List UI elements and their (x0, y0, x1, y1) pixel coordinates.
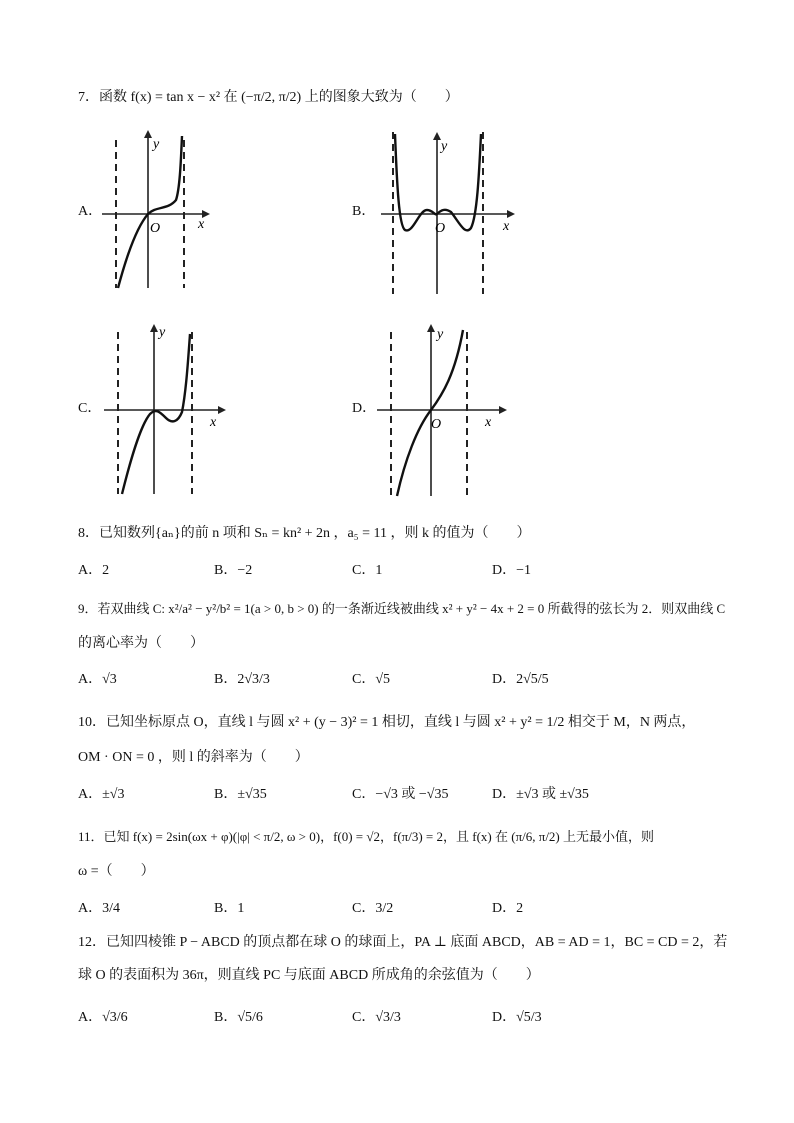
q9-stem-line2: 的离心率为（ ） (78, 636, 204, 651)
q11-option-d: D．2 (492, 901, 524, 916)
graph-c (98, 322, 238, 497)
q9-option-c: C．√5 (352, 672, 391, 687)
q11-option-c: C．3/2 (352, 901, 394, 916)
graph-b-y-label: y (441, 139, 448, 154)
q8-option-a: A．2 (78, 563, 110, 578)
graph-a-origin: O (150, 221, 161, 236)
q7-stem: 7．函数 f(x) = tan x − x² 在 (−π/2, π/2) 上的图象大致为（ ） (78, 90, 459, 105)
q11-stem-line1: 11．已知 f(x) = 2sin(ωx + φ)(|φ| < π/2, ω > 0)，f(0) = √2，f(π/3) = 2，且 f(x) 在 (π/6, π/2) 上无最小值，则 (78, 829, 655, 844)
q9-stem-line1: 9．若双曲线 C: x²/a² − y²/b² = 1(a > 0, b > 0) 的一条渐近线被曲线 x² + y² − 4x + 2 = 0 所截得的弦长为 2．则双曲线 C (78, 601, 726, 616)
graph-d-y-label: y (437, 327, 444, 342)
q12-option-b: B．√5/6 (214, 1010, 263, 1025)
q7-label-c: C． (78, 401, 102, 416)
q8-option-d: D．−1 (492, 563, 532, 578)
q10-option-d: D．±√3 或 ±√35 (492, 787, 589, 802)
q12-option-d: D．√5/3 (492, 1010, 542, 1025)
graph-b-x-label: x (503, 219, 510, 234)
q10-option-c: C．−√3 或 −√35 (352, 787, 449, 802)
q12-option-a: A．√3/6 (78, 1010, 128, 1025)
q9-option-b: B．2√3/3 (214, 672, 270, 687)
graph-c-x-label: x (210, 415, 217, 430)
q7-label-a: A． (78, 204, 103, 219)
q12-stem-line1: 12．已知四棱锥 P − ABCD 的顶点都在球 O 的球面上，PA ⊥ 底面 ABCD，AB = AD = 1，BC = CD = 2，若 (78, 935, 728, 950)
graph-d-origin: O (431, 417, 442, 432)
q9-option-d: D．2√5/5 (492, 672, 549, 687)
q8-stem: 8．已知数列{aₙ}的前 n 项和 Sₙ = kn² + 2n ，a₅ = 11 ，则 k 的值为（ ） (78, 526, 531, 541)
graph-b (375, 126, 525, 296)
graph-c-y-label: y (159, 325, 166, 340)
q7-label-b: B． (352, 204, 376, 219)
q8-option-c: C．1 (352, 563, 383, 578)
graph-d-x-label: x (485, 415, 492, 430)
graph-a (98, 128, 218, 293)
graph-a-y-label: y (153, 137, 160, 152)
graph-d (375, 320, 525, 498)
q10-option-b: B．±√35 (214, 787, 267, 802)
q11-option-b: B．1 (214, 901, 245, 916)
q12-stem-line2: 球 O 的表面积为 36π，则直线 PC 与底面 ABCD 所成角的余弦值为（ ） (78, 968, 540, 983)
q10-option-a: A．±√3 (78, 787, 125, 802)
q10-stem-line1: 10．已知坐标原点 O，直线 l 与圆 x² + (y − 3)² = 1 相切，直线 l 与圆 x² + y² = 1/2 相交于 M，N 两点， (78, 715, 696, 730)
q9-option-a: A．√3 (78, 672, 117, 687)
q11-stem-line2: ω =（ ） (78, 864, 155, 879)
graph-a-x-label: x (198, 217, 205, 232)
q8-option-b: B．−2 (214, 563, 253, 578)
q11-option-a: A．3/4 (78, 901, 120, 916)
graph-b-origin: O (435, 221, 446, 236)
q10-stem-line2: OM · ON = 0 ，则 l 的斜率为（ ） (78, 750, 309, 765)
q12-option-c: C．√3/3 (352, 1010, 401, 1025)
q7-label-d: D． (352, 401, 377, 416)
